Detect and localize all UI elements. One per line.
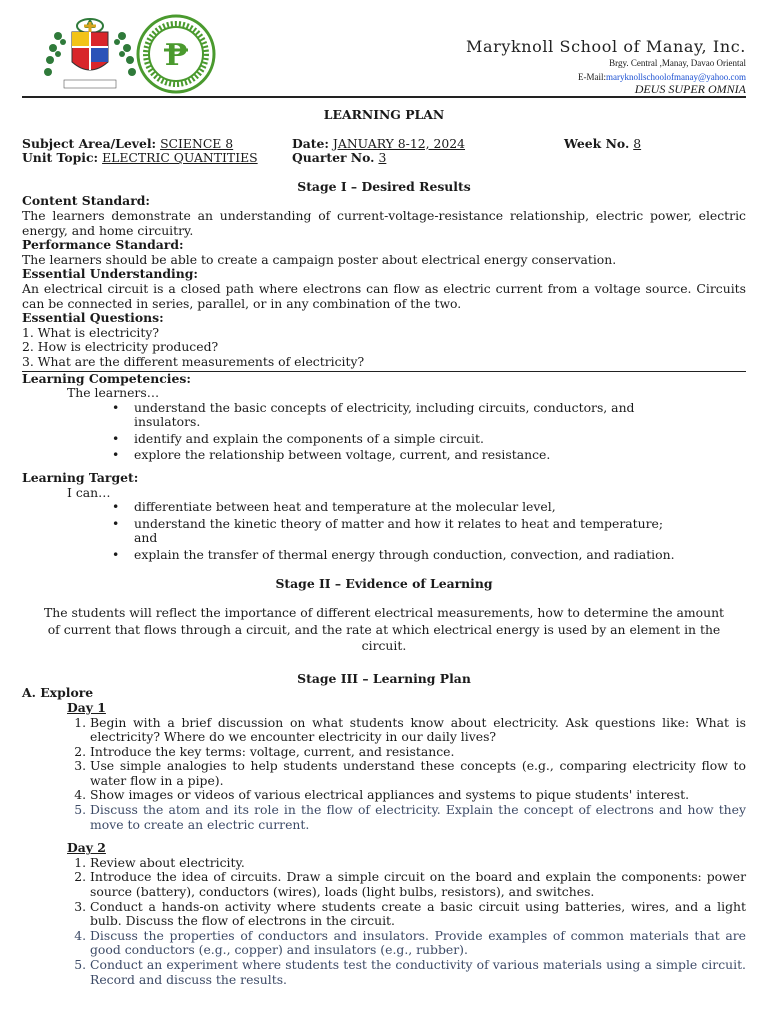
- email-label: E-Mail:: [577, 71, 606, 82]
- performance-standard-text: The learners should be able to create a campaign poster about electrical energy conservation.: [22, 251, 617, 267]
- week-label: Week No.: [564, 135, 630, 151]
- list-item: 2. Introduce the idea of circuits. Draw a simple circuit on the board and explain the components: power source (battery), conductors (wires), loads (light bulbs, resistors), and switches.: [90, 870, 746, 899]
- list-item: 3. Use simple analogies to help students understand these concepts (e.g., comparing electricity flow to water flow in a pipe).: [90, 759, 746, 788]
- list-item: 1. Review about electricity.: [90, 856, 746, 871]
- school-address: Brgy. Central ,Manay, Davao Oriental: [609, 57, 746, 68]
- competencies-list: [22, 401, 746, 463]
- topic-value: ELECTRIC QUANTITIES: [102, 150, 258, 166]
- content-standard-text: The learners demonstrate an understanding of current-voltage-resistance relationship, electric power, electric energy, and home circuitry.: [22, 207, 746, 238]
- essential-understanding-text: An electrical circuit is a closed path where electrons can flow as electric current from a voltage source. Circuits can be connected in series, parallel, or in any combination of the two.: [22, 280, 746, 311]
- list-item: 2. Introduce the key terms: voltage, current, and resistance.: [90, 745, 746, 760]
- subject-field: [22, 137, 292, 152]
- list-item: • understand the basic concepts of electricity, including circuits, conductors, and insulators.: [134, 401, 746, 430]
- week-value: 8: [633, 135, 642, 151]
- list-item: 4. Show images or videos of various electrical appliances and systems to pique students' interest.: [90, 788, 746, 803]
- list-item: • explore the relationship between voltage, current, and resistance.: [134, 448, 746, 463]
- learning-target-label: Learning Target:: [22, 470, 139, 486]
- competencies-intro: The learners…: [67, 385, 160, 401]
- stage3-heading: Stage III – Learning Plan: [297, 670, 471, 686]
- header-divider: [22, 96, 746, 98]
- learning-target-intro: I can…: [67, 484, 111, 500]
- quarter-field: [292, 151, 564, 166]
- list-item: • differentiate between heat and temperature at the molecular level,: [134, 500, 746, 515]
- letterhead: [22, 0, 746, 100]
- essential-questions-label: Essential Questions:: [22, 310, 164, 326]
- day1-list: [22, 716, 746, 833]
- list-item: • identify and explain the components of a simple circuit.: [134, 432, 746, 447]
- subject-value: SCIENCE 8: [160, 135, 234, 151]
- bishop-coat-of-arms-logo: [38, 14, 142, 94]
- maryknoll-school-seal-logo: [130, 14, 222, 94]
- performance-standard-label: Performance Standard:: [22, 237, 184, 253]
- list-item: • explain the transfer of thermal energy through conduction, convection, and radiation.: [134, 548, 746, 563]
- date-field: [292, 137, 564, 152]
- day2-label: Day 2: [67, 840, 106, 856]
- content-standard-label: Content Standard:: [22, 193, 150, 209]
- plan-meta: [22, 137, 746, 166]
- day1-label: Day 1: [67, 699, 106, 715]
- essential-question: 2. How is electricity produced?: [22, 339, 219, 355]
- learning-target-list: [22, 500, 746, 562]
- quarter-label: Quarter No.: [292, 150, 375, 166]
- week-field: [564, 137, 746, 152]
- list-item: 5. Conduct an experiment where students test the conductivity of various materials using a simple circuit. Record and discuss the results.: [90, 958, 746, 987]
- explore-label: A. Explore: [22, 685, 94, 701]
- essential-question: 1. What is electricity?: [22, 324, 159, 340]
- date-label: Date:: [292, 135, 329, 151]
- document-page: [22, 0, 746, 987]
- school-info: [465, 37, 746, 96]
- list-item: 4. Discuss the properties of conductors and insulators. Provide examples of common materials that are good conductors (e.g., copper) and insulators (e.g., rubber).: [90, 929, 746, 958]
- school-name: Maryknoll School of Manay, Inc.: [465, 37, 746, 56]
- school-motto: DEUS SUPER OMNIA: [634, 81, 746, 96]
- list-item: 1. Begin with a brief discussion on what students know about electricity. Ask questions like: What is electricity? Where do we encounter electricity in our daily lives?: [90, 716, 746, 745]
- list-item: • understand the kinetic theory of matter and how it relates to heat and temperature; and: [134, 517, 746, 546]
- essential-question: 3. What are the different measurements of electricity?: [22, 353, 365, 369]
- subject-label: Subject Area/Level:: [22, 135, 157, 151]
- stage2-text: The students will reflect the importance of different electrical measurements, how to determine the amount of current that flows through a circuit, and the rate at which electrical energy is used by an element in the circuit.: [43, 605, 725, 654]
- day2-list: [22, 856, 746, 987]
- stage1-heading: Stage I – Desired Results: [297, 178, 471, 194]
- topic-label: Unit Topic:: [22, 150, 99, 166]
- date-value: JANUARY 8-12, 2024: [332, 135, 466, 151]
- list-item: 3. Conduct a hands-on activity where students create a basic circuit using batteries, wires, and a light bulb. Discuss the flow of electrons in the circuit.: [90, 900, 746, 929]
- quarter-value: 3: [378, 150, 387, 166]
- document-title: LEARNING PLAN: [323, 107, 445, 122]
- essential-understanding-label: Essential Understanding:: [22, 266, 199, 282]
- competencies-label: Learning Competencies:: [22, 370, 191, 386]
- list-item: 5. Discuss the atom and its role in the flow of electricity. Explain the concept of electrons and how they move to create an electric current.: [90, 803, 746, 832]
- svg-text:P: P: [164, 38, 188, 73]
- topic-field: [22, 151, 292, 166]
- school-email-link[interactable]: maryknollschoolofmanay@yahoo.com: [605, 71, 746, 82]
- stage2-heading: Stage II – Evidence of Learning: [275, 575, 493, 591]
- school-email-line: [466, 72, 746, 83]
